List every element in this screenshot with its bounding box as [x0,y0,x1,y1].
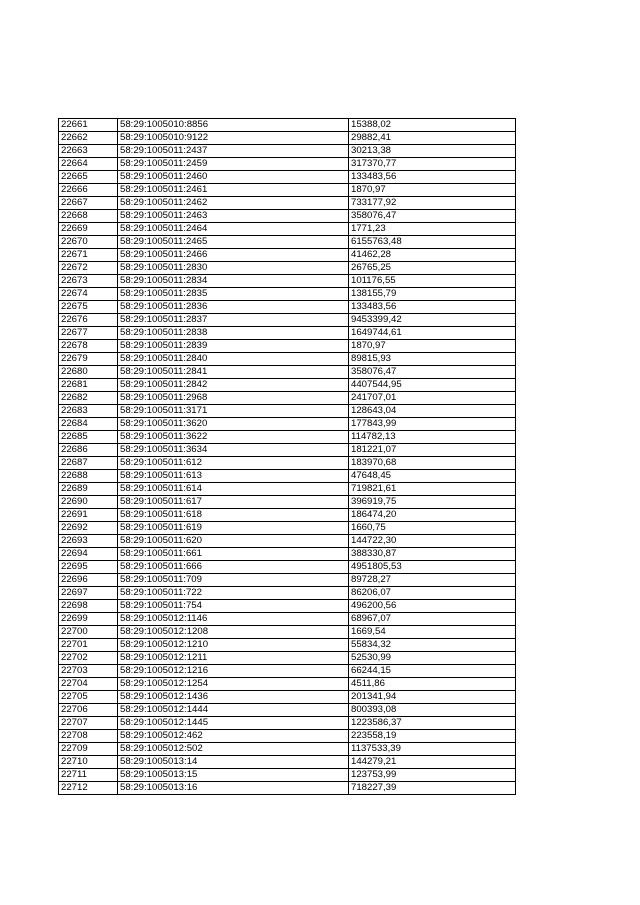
table-row [59,132,516,145]
row-number-cell: 22664 [59,158,118,171]
row-number-cell: 22712 [59,782,118,795]
table-row [59,444,516,457]
table-row [59,158,516,171]
value-cell: 123753,99 [349,769,516,782]
value-cell: 144279,21 [349,756,516,769]
cadastral-number-cell: 58:29:1005012:1146 [118,613,349,626]
table-row [59,509,516,522]
cadastral-number-cell: 58:29:1005011:666 [118,561,349,574]
value-cell: 1649744,61 [349,327,516,340]
table-row [59,210,516,223]
value-cell: 1771,23 [349,223,516,236]
value-cell: 89815,93 [349,353,516,366]
row-number-cell: 22695 [59,561,118,574]
value-cell: 1870,97 [349,184,516,197]
cadastral-number-cell: 58:29:1005012:1445 [118,717,349,730]
cadastral-number-cell: 58:29:1005013:14 [118,756,349,769]
value-cell: 4511,86 [349,678,516,691]
row-number-cell: 22709 [59,743,118,756]
row-number-cell: 22691 [59,509,118,522]
row-number-cell: 22670 [59,236,118,249]
cadastral-number-cell: 58:29:1005011:3620 [118,418,349,431]
cadastral-number-cell: 58:29:1005011:2460 [118,171,349,184]
cadastral-number-cell: 58:29:1005011:2462 [118,197,349,210]
cadastral-number-cell: 58:29:1005011:2842 [118,379,349,392]
row-number-cell: 22706 [59,704,118,717]
value-cell: 733177,92 [349,197,516,210]
row-number-cell: 22676 [59,314,118,327]
table-row [59,249,516,262]
cadastral-number-cell: 58:29:1005011:2836 [118,301,349,314]
value-cell: 47648,45 [349,470,516,483]
cadastral-number-cell: 58:29:1005011:2437 [118,145,349,158]
cadastral-number-cell: 58:29:1005012:1210 [118,639,349,652]
table-row [59,340,516,353]
cadastral-number-cell: 58:29:1005011:2835 [118,288,349,301]
row-number-cell: 22702 [59,652,118,665]
table-row [59,392,516,405]
table-row [59,535,516,548]
row-number-cell: 22666 [59,184,118,197]
table-row [59,431,516,444]
value-cell: 241707,01 [349,392,516,405]
cadastral-number-cell: 58:29:1005011:2834 [118,275,349,288]
cadastral-number-cell: 58:29:1005012:1216 [118,665,349,678]
table-row [59,262,516,275]
row-number-cell: 22690 [59,496,118,509]
cadastral-number-cell: 58:29:1005011:2840 [118,353,349,366]
cadastral-number-cell: 58:29:1005012:462 [118,730,349,743]
row-number-cell: 22707 [59,717,118,730]
value-cell: 719821,61 [349,483,516,496]
table-row [59,782,516,795]
cadastral-number-cell: 58:29:1005011:613 [118,470,349,483]
cadastral-number-cell: 58:29:1005011:661 [118,548,349,561]
table-row [59,769,516,782]
row-number-cell: 22678 [59,340,118,353]
value-cell: 55834,32 [349,639,516,652]
row-number-cell: 22680 [59,366,118,379]
value-cell: 358076,47 [349,366,516,379]
value-cell: 41462,28 [349,249,516,262]
cadastral-number-cell: 58:29:1005011:2837 [118,314,349,327]
cadastral-number-cell: 58:29:1005011:614 [118,483,349,496]
value-cell: 68967,07 [349,613,516,626]
cadastral-number-cell: 58:29:1005011:3622 [118,431,349,444]
value-cell: 86206,07 [349,587,516,600]
table-row [59,314,516,327]
row-number-cell: 22667 [59,197,118,210]
row-number-cell: 22704 [59,678,118,691]
row-number-cell: 22694 [59,548,118,561]
value-cell: 1669,54 [349,626,516,639]
value-cell: 317370,77 [349,158,516,171]
row-number-cell: 22696 [59,574,118,587]
table-row [59,561,516,574]
row-number-cell: 22699 [59,613,118,626]
cadastral-number-cell: 58:29:1005011:612 [118,457,349,470]
table-row [59,600,516,613]
row-number-cell: 22681 [59,379,118,392]
row-number-cell: 22688 [59,470,118,483]
table-row [59,587,516,600]
data-table-body [59,119,516,795]
value-cell: 29882,41 [349,132,516,145]
value-cell: 114782,13 [349,431,516,444]
cadastral-number-cell: 58:29:1005013:16 [118,782,349,795]
value-cell: 133483,56 [349,301,516,314]
row-number-cell: 22685 [59,431,118,444]
data-table [58,118,516,795]
cadastral-number-cell: 58:29:1005013:15 [118,769,349,782]
table-row [59,678,516,691]
table-row [59,184,516,197]
row-number-cell: 22689 [59,483,118,496]
table-row [59,613,516,626]
table-row [59,704,516,717]
row-number-cell: 22705 [59,691,118,704]
value-cell: 1870,97 [349,340,516,353]
table-row [59,275,516,288]
table-row [59,626,516,639]
table-row [59,223,516,236]
value-cell: 223558,19 [349,730,516,743]
cadastral-number-cell: 58:29:1005011:2465 [118,236,349,249]
value-cell: 181221,07 [349,444,516,457]
row-number-cell: 22668 [59,210,118,223]
value-cell: 66244,15 [349,665,516,678]
value-cell: 4407544,95 [349,379,516,392]
table-row [59,691,516,704]
table-row [59,470,516,483]
cadastral-number-cell: 58:29:1005011:2839 [118,340,349,353]
value-cell: 1660,75 [349,522,516,535]
table-row [59,496,516,509]
value-cell: 800393,08 [349,704,516,717]
row-number-cell: 22698 [59,600,118,613]
table-row [59,119,516,132]
table-row [59,236,516,249]
cadastral-number-cell: 58:29:1005011:3634 [118,444,349,457]
value-cell: 496200,56 [349,600,516,613]
row-number-cell: 22693 [59,535,118,548]
value-cell: 177843,99 [349,418,516,431]
cadastral-number-cell: 58:29:1005012:1444 [118,704,349,717]
table-row [59,301,516,314]
cadastral-number-cell: 58:29:1005012:1436 [118,691,349,704]
table-row [59,574,516,587]
cadastral-number-cell: 58:29:1005011:2466 [118,249,349,262]
cadastral-number-cell: 58:29:1005011:2838 [118,327,349,340]
table-row [59,743,516,756]
row-number-cell: 22672 [59,262,118,275]
cadastral-number-cell: 58:29:1005011:722 [118,587,349,600]
row-number-cell: 22710 [59,756,118,769]
row-number-cell: 22682 [59,392,118,405]
row-number-cell: 22677 [59,327,118,340]
value-cell: 128643,04 [349,405,516,418]
value-cell: 9453399,42 [349,314,516,327]
table-row [59,366,516,379]
row-number-cell: 22661 [59,119,118,132]
value-cell: 15388,02 [349,119,516,132]
value-cell: 6155763,48 [349,236,516,249]
row-number-cell: 22673 [59,275,118,288]
table-row [59,327,516,340]
cadastral-number-cell: 58:29:1005011:618 [118,509,349,522]
table-row [59,652,516,665]
row-number-cell: 22692 [59,522,118,535]
value-cell: 186474,20 [349,509,516,522]
row-number-cell: 22708 [59,730,118,743]
value-cell: 1137533,39 [349,743,516,756]
table-row [59,639,516,652]
table-row [59,288,516,301]
table-row [59,197,516,210]
table-row [59,730,516,743]
row-number-cell: 22679 [59,353,118,366]
row-number-cell: 22662 [59,132,118,145]
value-cell: 718227,39 [349,782,516,795]
cadastral-number-cell: 58:29:1005011:754 [118,600,349,613]
cadastral-number-cell: 58:29:1005010:8856 [118,119,349,132]
cadastral-number-cell: 58:29:1005011:2830 [118,262,349,275]
table-row [59,418,516,431]
row-number-cell: 22686 [59,444,118,457]
row-number-cell: 22665 [59,171,118,184]
table-row [59,717,516,730]
value-cell: 30213,38 [349,145,516,158]
value-cell: 358076,47 [349,210,516,223]
table-row [59,353,516,366]
row-number-cell: 22671 [59,249,118,262]
value-cell: 396919,75 [349,496,516,509]
cadastral-number-cell: 58:29:1005011:709 [118,574,349,587]
table-row [59,379,516,392]
table-row [59,145,516,158]
cadastral-number-cell: 58:29:1005012:502 [118,743,349,756]
value-cell: 1223586,37 [349,717,516,730]
cadastral-number-cell: 58:29:1005011:2841 [118,366,349,379]
value-cell: 201341,94 [349,691,516,704]
cadastral-number-cell: 58:29:1005011:617 [118,496,349,509]
value-cell: 4951805,53 [349,561,516,574]
table-row [59,457,516,470]
value-cell: 144722,30 [349,535,516,548]
table-row [59,483,516,496]
row-number-cell: 22711 [59,769,118,782]
cadastral-number-cell: 58:29:1005011:619 [118,522,349,535]
cadastral-number-cell: 58:29:1005011:3171 [118,405,349,418]
table-row [59,405,516,418]
table-row [59,756,516,769]
cadastral-number-cell: 58:29:1005012:1254 [118,678,349,691]
value-cell: 52530,99 [349,652,516,665]
row-number-cell: 22700 [59,626,118,639]
row-number-cell: 22669 [59,223,118,236]
value-cell: 138155,79 [349,288,516,301]
cadastral-number-cell: 58:29:1005012:1211 [118,652,349,665]
cadastral-number-cell: 58:29:1005011:2461 [118,184,349,197]
table-row [59,548,516,561]
value-cell: 183970,68 [349,457,516,470]
value-cell: 89728,27 [349,574,516,587]
row-number-cell: 22675 [59,301,118,314]
row-number-cell: 22687 [59,457,118,470]
row-number-cell: 22701 [59,639,118,652]
row-number-cell: 22683 [59,405,118,418]
cadastral-number-cell: 58:29:1005010:9122 [118,132,349,145]
row-number-cell: 22674 [59,288,118,301]
row-number-cell: 22703 [59,665,118,678]
table-row [59,522,516,535]
cadastral-number-cell: 58:29:1005011:2968 [118,392,349,405]
row-number-cell: 22663 [59,145,118,158]
cadastral-number-cell: 58:29:1005011:2464 [118,223,349,236]
cadastral-number-cell: 58:29:1005011:2459 [118,158,349,171]
cadastral-number-cell: 58:29:1005011:2463 [118,210,349,223]
value-cell: 388330,87 [349,548,516,561]
table-row [59,665,516,678]
row-number-cell: 22697 [59,587,118,600]
table-row [59,171,516,184]
cadastral-number-cell: 58:29:1005011:620 [118,535,349,548]
value-cell: 133483,56 [349,171,516,184]
row-number-cell: 22684 [59,418,118,431]
value-cell: 101176,55 [349,275,516,288]
cadastral-number-cell: 58:29:1005012:1208 [118,626,349,639]
value-cell: 26765,25 [349,262,516,275]
